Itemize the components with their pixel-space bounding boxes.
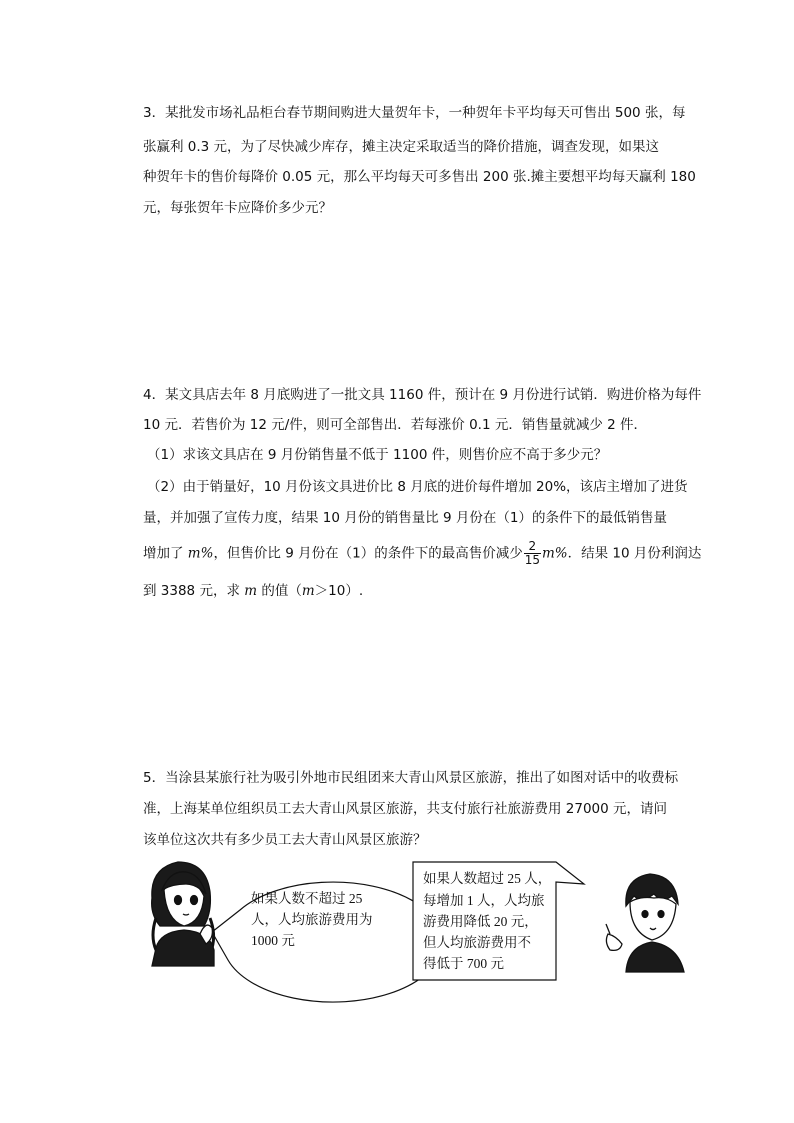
boy-illustration <box>606 874 684 972</box>
text-segment: ．结果 10 月份利润达 <box>567 545 702 562</box>
fraction-numerator: 2 <box>524 540 541 554</box>
boy-bubble-line-4: 但人均旅游费用不 <box>423 935 531 950</box>
problem-4-line-2: 10 元．若售价为 12 元/件，则可全部售出．若每涨价 0.1 元．销售量就减少 2 件． <box>143 417 648 433</box>
fraction-denominator: 15 <box>524 553 540 567</box>
variable-m: m <box>244 583 258 599</box>
problem-5-line-2: 准，上海某单位组织员工去大青山风景区旅游，共支付旅行社旅游费用 27000 元，请问 <box>143 801 668 817</box>
problem-4-part-1: （1）求该文具店在 9 月份销售量不低于 1100 件，则售价应不高于多少元？ <box>147 447 608 463</box>
text-segment: 到 3388 元，求 <box>143 583 245 599</box>
text-segment: 增加了 <box>143 545 188 562</box>
variable-m: m <box>301 583 315 599</box>
variable-m-percent: m% <box>187 545 214 562</box>
problem-4-part-2-line-2: 量，并加强了宣传力度，结果 10 月份的销售量比 9 月份在（1）的条件下的最低销售量 <box>143 510 668 526</box>
girl-bubble-line-3: 1000 元 <box>251 933 295 948</box>
problem-3-line-3: 种贺年卡的售价每降价 0.05 元，那么平均每天可多售出 200 张.摊主要想平均每天赢利 180 <box>143 169 696 185</box>
text-segment: ＞10）. <box>314 583 364 599</box>
problem-3-line-1: 3．某批发市场礼品柜台春节期间购进大量贺年卡，一种贺年卡平均每天可售出 500 张，每 <box>143 105 686 121</box>
boy-bubble-line-3: 游费用降低 20 元， <box>423 914 538 929</box>
boy-bubble-line-5: 得低于 700 元 <box>423 956 504 971</box>
problem-4-part-2-line-1: （2）由于销量好，10 月份该文具进价比 8 月底的进价每件增加 20%，该店主增加了进货 <box>147 479 688 495</box>
problem-3-line-2: 张赢利 0.3 元，为了尽快减少库存，摊主决定采取适当的降价措施，调查发现，如果这 <box>143 139 660 155</box>
problem-4-line-1: 4．某文具店去年 8 月底购进了一批文具 1160 件，预计在 9 月份进行试销．购进价格为每件 <box>143 387 702 403</box>
problem-5-line-3: 该单位这次共有多少员工去大青山风景区旅游？ <box>143 832 427 848</box>
boy-bubble-line-1: 如果人数超过 25 人， <box>423 871 552 886</box>
problem-3-line-4: 元，每张贺年卡应降价多少元？ <box>143 200 332 216</box>
text-segment: 的值（ <box>257 583 302 599</box>
text-segment: ，但售价比 9 月份在（1）的条件下的最高售价减少 <box>213 545 523 562</box>
girl-illustration <box>152 862 214 966</box>
girl-bubble-line-1: 如果人数不超过 25 <box>251 891 363 906</box>
boy-bubble-line-2: 每增加 1 人，人均旅 <box>423 893 545 908</box>
variable-m-percent: m% <box>541 545 568 562</box>
problem-5-line-1: 5．当涂县某旅行社为吸引外地市民组团来大青山风景区旅游，推出了如图对话中的收费标 <box>143 770 679 786</box>
girl-bubble-line-2: 人，人均旅游费用为 <box>251 912 373 927</box>
